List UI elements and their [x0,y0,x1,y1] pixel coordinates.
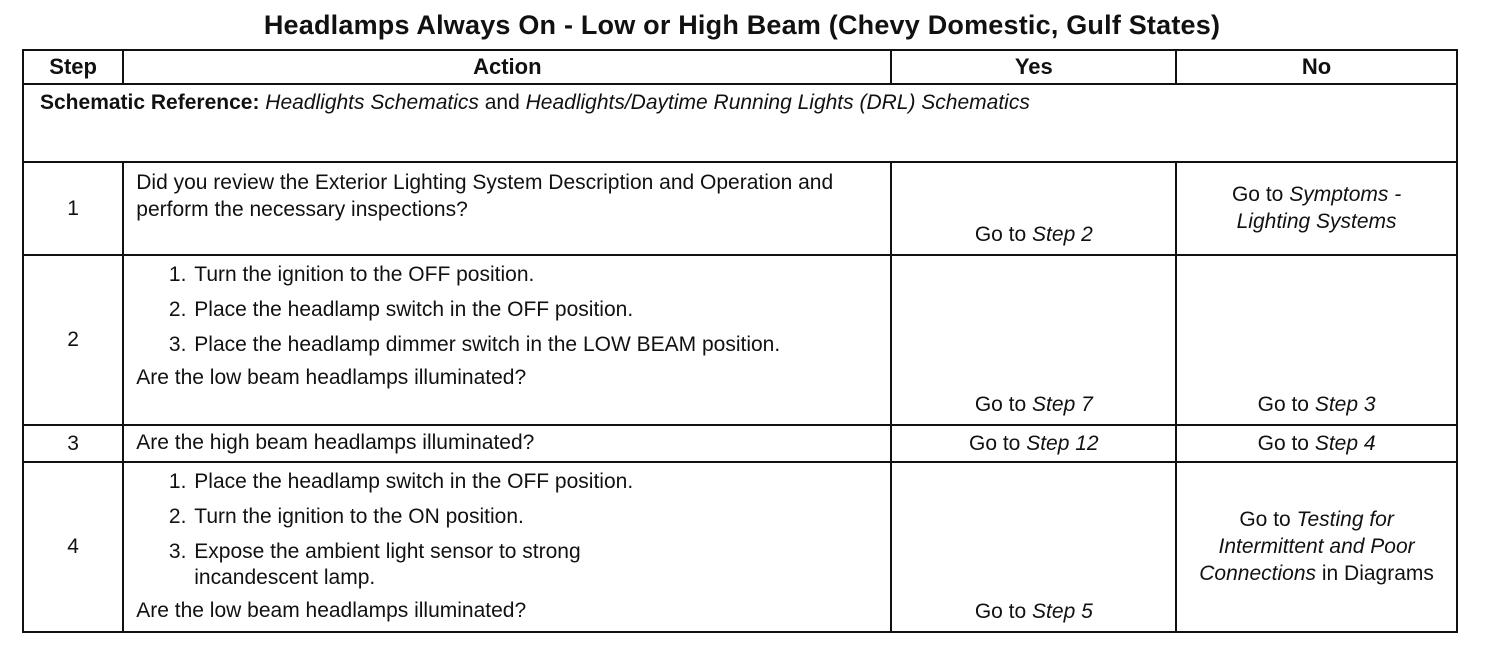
schematic-reference-label: Schematic Reference: [40,91,260,114]
action-cell [123,462,891,632]
yes-prefix: Go to [974,600,1027,623]
yes-target-link[interactable]: Step 2 [1032,223,1093,246]
column-header-action: Action [123,50,891,84]
action-cell [123,425,891,462]
diagnostic-table [22,49,1458,633]
action-question: Are the high beam headlamps illuminated? [136,431,535,454]
no-cell [1176,255,1457,425]
yes-cell [891,462,1176,632]
substep: 1. Turn the ignition to the OFF position. [192,262,878,288]
action-cell [123,255,891,425]
yes-target-link[interactable]: Step 12 [1026,432,1099,455]
page-title: Headlamps Always On - Low or High Beam (Chevy Domestic, Gulf States) [263,10,1221,40]
no-prefix: Go to [1257,393,1309,416]
no-target-link[interactable]: Symptoms - Lighting Systems [1236,182,1402,233]
column-header-yes: Yes [891,50,1176,84]
substep-list [136,469,878,591]
no-cell [1176,462,1457,632]
no-target-link[interactable]: Step 3 [1314,393,1376,416]
yes-prefix: Go to [974,223,1027,246]
substep-list [136,262,878,358]
no-prefix: Go to [1231,182,1284,206]
schematic-link-drl[interactable]: Headlights/Daytime Running Lights (DRL) Schematics [525,91,1030,114]
table-header-row [23,50,1457,84]
no-cell [1176,162,1457,255]
substep: 2. Turn the ignition to the ON position. [192,504,678,530]
step-number: 1 [23,162,123,255]
yes-cell [891,425,1176,462]
substep: 2. Place the headlamp switch in the OFF position. [192,297,878,323]
yes-target-link[interactable]: Step 7 [1032,393,1093,416]
schematic-reference [23,84,1457,162]
column-header-no: No [1176,50,1457,84]
table-row-step-1 [23,162,1457,255]
step-number: 2 [23,255,123,425]
no-prefix: Go to [1239,507,1291,531]
schematic-reference-row [23,84,1457,162]
no-prefix: Go to [1257,432,1309,455]
action-question: Did you review the Exterior Lighting System Description and Operation and perform the necessary inspections? [136,171,834,221]
column-header-step: Step [23,50,123,84]
yes-prefix: Go to [968,432,1021,455]
yes-prefix: Go to [974,393,1027,416]
yes-cell [891,255,1176,425]
substep: 3. Expose the ambient light sensor to strong incandescent lamp. [192,539,678,591]
no-suffix: in Diagrams [1321,561,1434,585]
action-question: Are the low beam headlamps illuminated? [136,366,527,389]
table-row-step-4 [23,462,1457,632]
table-row-step-3 [23,425,1457,462]
table-row-step-2 [23,255,1457,425]
schematic-reference-and: and [484,91,520,114]
schematic-link-headlights[interactable]: Headlights Schematics [265,91,479,114]
step-number: 3 [23,425,123,462]
no-target-link[interactable]: Step 4 [1314,432,1376,455]
step-number: 4 [23,462,123,632]
substep: 3. Place the headlamp dimmer switch in the LOW BEAM position. [192,332,878,358]
yes-target-link[interactable]: Step 5 [1032,600,1093,623]
no-cell [1176,425,1457,462]
action-cell [123,162,891,255]
yes-cell [891,162,1176,255]
substep: 1. Place the headlamp switch in the OFF position. [192,469,678,495]
no-target-link[interactable]: Testing for Intermittent and Poor Connections [1199,507,1415,585]
action-question: Are the low beam headlamps illuminated? [136,599,527,622]
